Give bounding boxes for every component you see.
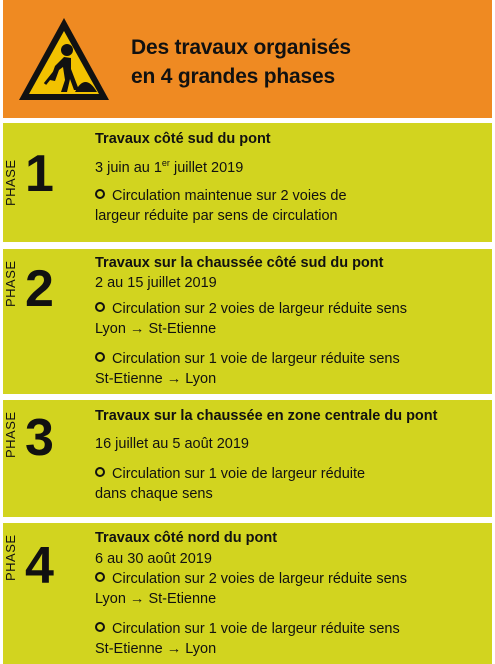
phase-label: PHASE bbox=[3, 534, 18, 582]
bullet-circle-icon bbox=[95, 622, 105, 632]
phase-dates: 6 au 30 août 2019 bbox=[95, 551, 212, 567]
bullet-circle-icon bbox=[95, 572, 105, 582]
roadworks-warning-sign-icon bbox=[15, 14, 113, 104]
phase-dates-end: juillet 2019 bbox=[169, 160, 244, 176]
bullet-circle-icon bbox=[95, 352, 105, 362]
bullet-line1: Circulation sur 1 voie de largeur réduite sens bbox=[112, 351, 400, 367]
phase-title: Travaux sur la chaussée en zone centrale du pont bbox=[95, 408, 438, 424]
phase-number: 1 bbox=[25, 145, 54, 203]
bullet-line2: Lyon → St-Etienne bbox=[95, 591, 217, 607]
phase-dates-start: 3 juin au 1 bbox=[95, 160, 162, 176]
bullet-line2: St-Etienne → Lyon bbox=[95, 641, 217, 657]
phase-label: PHASE bbox=[3, 260, 18, 308]
phase-dates: 16 juillet au 5 août 2019 bbox=[95, 436, 249, 452]
phase-bullet bbox=[95, 464, 480, 504]
bullet-line1: Circulation sur 2 voies de largeur réduite sens bbox=[112, 571, 407, 587]
phase-3-panel bbox=[3, 400, 492, 517]
phase-4-panel bbox=[3, 523, 492, 664]
bullet-circle-icon bbox=[95, 467, 105, 477]
phase-bullet bbox=[95, 299, 480, 339]
phase-bullet bbox=[95, 569, 480, 609]
phase-bullet bbox=[95, 619, 480, 659]
bullet-line2: dans chaque sens bbox=[95, 486, 213, 502]
header-title-line1: Des travaux organisés bbox=[131, 36, 351, 59]
phase-label: PHASE bbox=[3, 159, 18, 206]
phase-number: 3 bbox=[25, 409, 54, 467]
phase-title: Travaux côté nord du pont bbox=[95, 530, 278, 546]
phase-2-panel bbox=[3, 249, 492, 394]
bullet-line2: St-Etienne → Lyon bbox=[95, 371, 217, 387]
phase-dates: 2 au 15 juillet 2019 bbox=[95, 275, 217, 291]
phase-1-panel bbox=[3, 123, 492, 242]
header-banner bbox=[3, 0, 492, 118]
phase-number: 4 bbox=[25, 537, 54, 595]
bullet-line1: Circulation sur 2 voies de largeur réduite sens bbox=[112, 301, 407, 317]
phase-dates-superscript: er bbox=[161, 158, 170, 169]
bullet-line2: largeur réduite par sens de circulation bbox=[95, 208, 338, 224]
bullet-line1: Circulation maintenue sur 2 voies de bbox=[112, 188, 347, 204]
bullet-line2: Lyon → St-Etienne bbox=[95, 321, 217, 337]
phase-bullet bbox=[95, 349, 480, 389]
header-title-line2: en 4 grandes phases bbox=[131, 65, 335, 88]
phase-number: 2 bbox=[25, 260, 54, 318]
bullet-line1: Circulation sur 1 voie de largeur réduite sens bbox=[112, 621, 400, 637]
phase-label: PHASE bbox=[3, 411, 18, 459]
bullet-circle-icon bbox=[95, 302, 105, 312]
phase-dates bbox=[95, 160, 243, 176]
bullet-circle-icon bbox=[95, 189, 105, 199]
header-title bbox=[131, 33, 481, 91]
bullet-line1: Circulation sur 1 voie de largeur réduite bbox=[112, 466, 366, 482]
phase-bullet bbox=[95, 186, 480, 226]
phase-title: Travaux sur la chaussée côté sud du pont bbox=[95, 255, 384, 271]
phase-title: Travaux côté sud du pont bbox=[95, 131, 271, 147]
